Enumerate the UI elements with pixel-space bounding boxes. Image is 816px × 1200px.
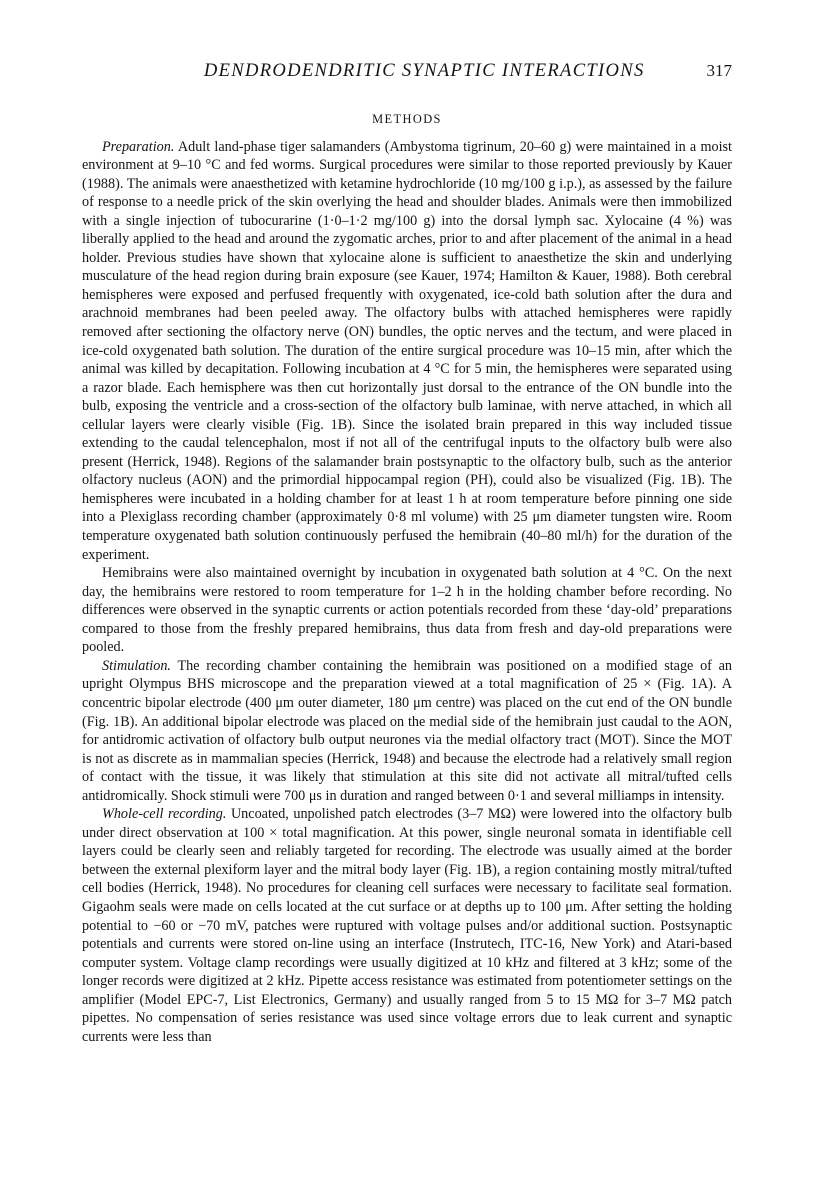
running-title: DENDRODENDRITIC SYNAPTIC INTERACTIONS [203, 60, 645, 81]
section-heading: METHODS [372, 112, 442, 126]
paragraph-preparation [82, 138, 732, 565]
paragraph-runin: Preparation. [102, 138, 175, 155]
paragraph-text: The recording chamber containing the hemibrain was positioned on a modified stage of an upright Olympus BHS microscope and the preparation viewed at a total magnification of 25 × (Fig. 1A). A concentric bipolar electrode (400 μm outer diameter, 180 μm centre) was placed on the cut end of the ON bundle (Fig. 1B). An additional bipolar electrode was placed on the medial side of the hemibrain just caudal to the AON, for antidromic activation of olfactory bulb output neurones via the medial olfactory tract (MOT). Since the MOT is not as discrete as in mammalian species (Herrick, 1948) and because the electrode had a relatively small region of contact with the tissue, it was likely that stimulation at this site did not activate all mitral/tufted cells antidromically. Shock stimuli were 700 μs in duration and ranged between 0·1 and several milliamps in intensity. [82, 657, 732, 804]
paragraph-text: Hemibrains were also maintained overnight by incubation in oxygenated bath solution at 4 °C. On the next day, the hemibrains were restored to room temperature for 1–2 h in the holding chamber before recording. No differences were observed in the synaptic currents or action potentials recorded from these ‘day-old’ preparations compared to those from the freshly prepared hemibrains, thus data from fresh and day-old preparations were pooled. [82, 565, 732, 656]
paragraph-runin: Whole-cell recording. [102, 806, 227, 823]
paragraph-stimulation [82, 657, 732, 805]
paragraph-text: Uncoated, unpolished patch electrodes (3–7 MΩ) were lowered into the olfactory bulb under direct observation at 100 × total magnification. At this power, single neuronal somata in identifiable cell layers could be clearly seen and reliably targeted for recording. The electrode was usually aimed at the border between the external plexiform layer and the mitral body layer (Fig. 1B), a region containing mostly mitral/tufted cell bodies (Herrick, 1948). No procedures for cleaning cell surfaces were necessary to facilitate seal formation. Gigaohm seals were made on cells located at the cut surface or at depths up to 100 μm. After setting the holding potential to −60 or −70 mV, patches were ruptured with voltage pulses and/or additional suction. Postsynaptic potentials and currents were stored on-line using an interface (Instrutech, ITC-16, New York) and Atari-based computer system. Voltage clamp recordings were usually digitized at 10 kHz and filtered at 3 kHz; some of the longer records were digitized at 2 kHz. Pipette access resistance was estimated from potentiometer settings on the amplifier (Model EPC-7, List Electronics, Germany) and usually ranged from 5 to 15 MΩ for 3–7 MΩ patch pipettes. No compensation of series resistance was used since voltage errors due to leak current and synaptic currents were less than [82, 806, 732, 1045]
paragraph-hemibrains [82, 564, 732, 657]
paragraph-runin: Stimulation. [102, 657, 171, 674]
running-head [82, 62, 732, 82]
paragraph-text: Adult land-phase tiger salamanders (Ambystoma tigrinum, 20–60 g) were maintained in a moist environment at 9–10 °C and fed worms. Surgical procedures were similar to those reported previously by Kauer (1988). The animals were anaesthetized with ketamine hydrochloride (10 mg/100 g i.p.), as assessed by the failure of response to a needle prick of the skin overlying the head and shoulder blades. Animals were then immobilized with a single injection of tubocurarine (1·0–1·2 mg/100 g) into the dorsal lymph sac. Xylocaine (4 %) was liberally applied to the head and around the zygomatic arches, prior to and after placement of the animal in a head holder. Previous studies have shown that xylocaine alone is sufficient to anaesthetize the skin and underlying musculature of the head region during brain exposure (see Kauer, 1974; Hamilton & Kauer, 1988). Both cerebral hemispheres were exposed and perfused frequently with oxygenated, ice-cold bath solution after the dura and arachnoid membranes had been peeled away. The olfactory bulbs with attached hemispheres were rapidly removed after sectioning the olfactory nerve (ON) bundles, the optic nerves and the tectum, and were placed in ice-cold oxygenated bath solution. The duration of the entire surgical procedure was 10–15 min, after which the animal was killed by decapitation. Following incubation at 4 °C for 5 min, the hemispheres were separated using a razor blade. Each hemisphere was then cut horizontally just dorsal to the entrance of the ON bundle into the bulb, exposing the ventricle and a cross-section of the olfactory bulb laminae, with nerve attached, in which all cellular layers were clearly visible (Fig. 1B). Since the isolated brain prepared in this way included tissue extending to the caudal telencephalon, most if not all of the centrifugal inputs to the olfactory bulb were also present (Herrick, 1948). Regions of the salamander brain postsynaptic to the olfactory bulb, such as the anterior olfactory nucleus (AON) and the primordial hippocampal region (PH), could also be visualized (Fig. 1B). The hemispheres were incubated in a holding chamber for at least 1 h at room temperature before pinning one side into a Plexiglass recording chamber (approximately 0·8 ml volume) with 25 μm diameter tungsten wire. Room temperature oxygenated bath solution continuously perfused the hemibrain (40–80 ml/h) for the duration of the experiment. [82, 138, 732, 563]
body-text [82, 138, 732, 1047]
paragraph-whole-cell-recording [82, 805, 732, 1046]
page-number: 317 [706, 61, 732, 80]
